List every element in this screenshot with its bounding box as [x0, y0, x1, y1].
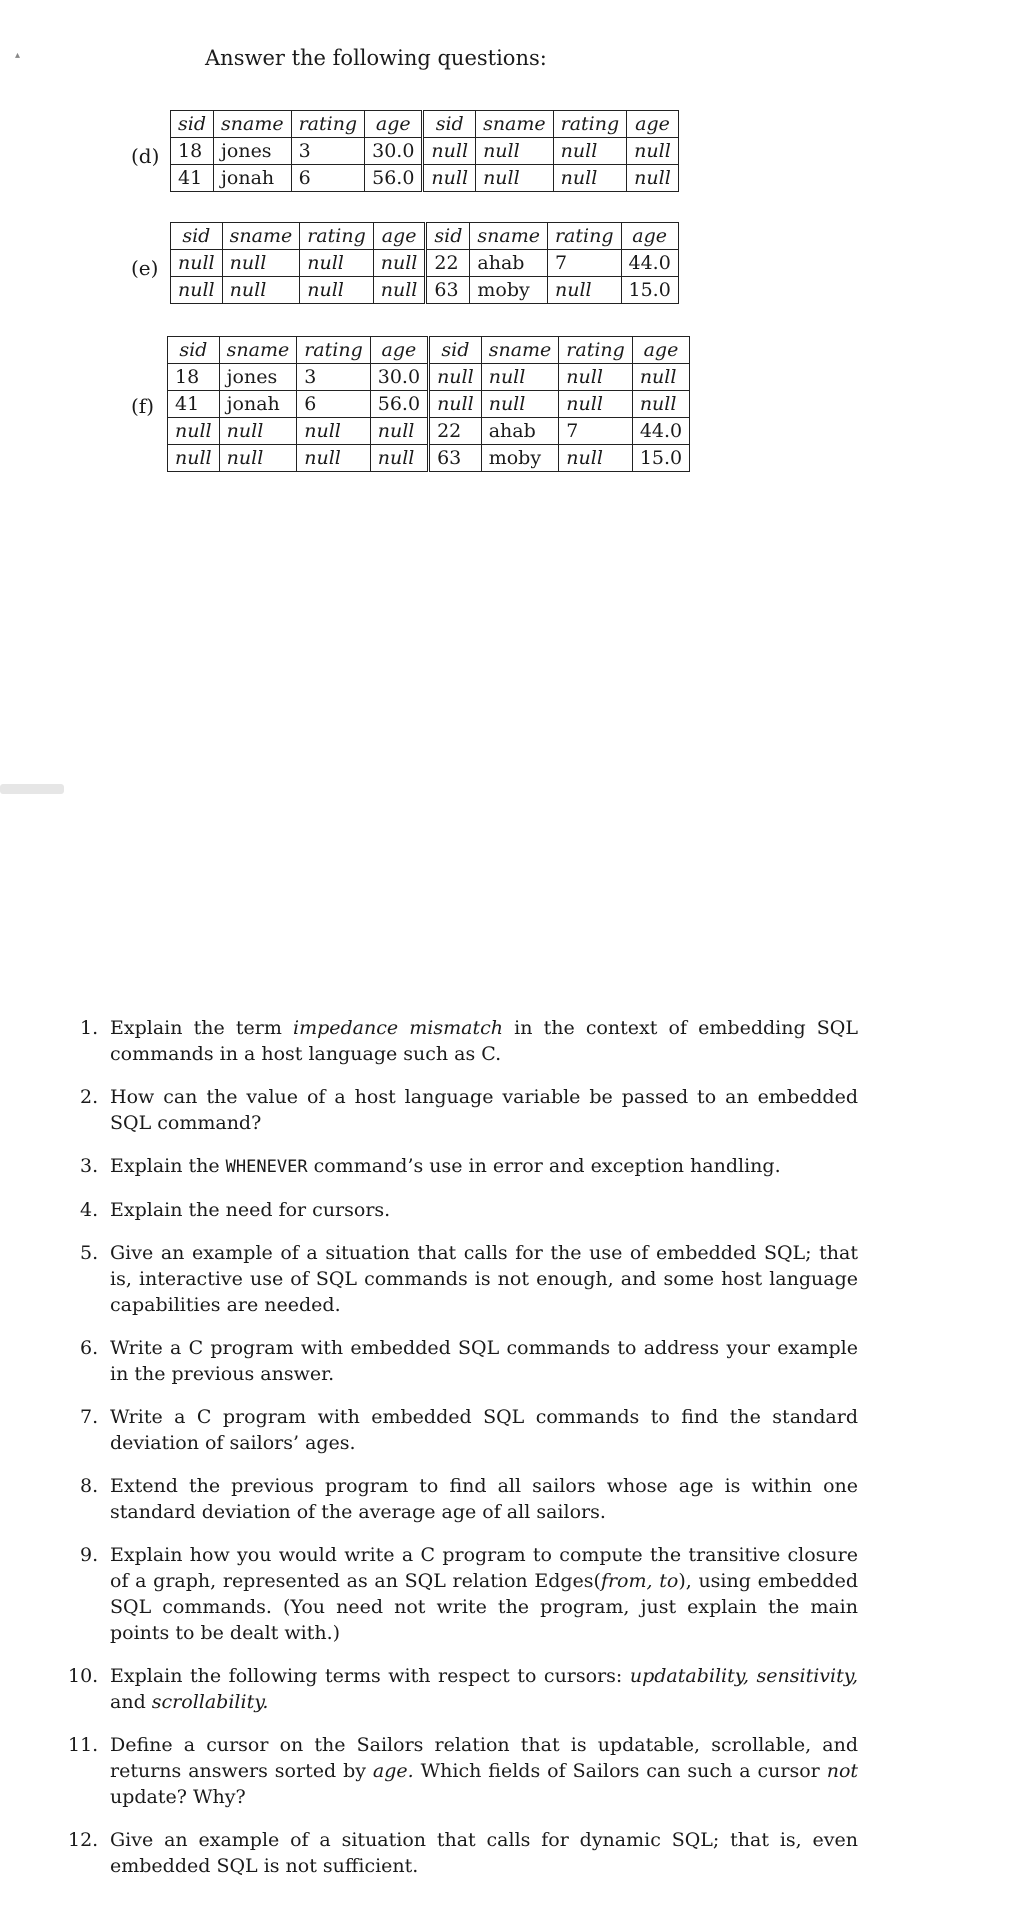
table-row [168, 391, 690, 418]
table-cell: null [168, 418, 220, 445]
question-item [80, 1240, 858, 1318]
table-cell: null [559, 445, 633, 472]
column-header: sname [481, 337, 559, 364]
table-cell: null [481, 364, 559, 391]
question-number: 2. [80, 1086, 99, 1108]
column-header: sid [423, 111, 476, 138]
table-cell: jones [214, 138, 292, 165]
corner-mark: ▴ [15, 50, 21, 61]
table-cell: null [300, 277, 374, 304]
question-item [68, 1732, 859, 1810]
column-header: sid [168, 337, 220, 364]
column-header: sname [219, 337, 297, 364]
column-header: rating [291, 111, 365, 138]
table-row [171, 138, 679, 165]
table-cell: 7 [559, 418, 633, 445]
question-text: command’s use in error and exception handling. [307, 1155, 781, 1177]
table-cell: jonah [219, 391, 297, 418]
question-number: 7. [80, 1406, 99, 1428]
table-cell: 6 [291, 165, 365, 192]
table-row [171, 277, 679, 304]
table-cell: null [429, 364, 482, 391]
question-item [80, 1153, 858, 1180]
column-header: age [621, 223, 678, 250]
table-cell: null [219, 418, 297, 445]
table-cell: null [627, 138, 679, 165]
table-cell: 18 [171, 138, 214, 165]
question-number: 3. [80, 1155, 99, 1177]
table-cell: 7 [547, 250, 621, 277]
table-cell: 30.0 [370, 364, 428, 391]
question-text: not [826, 1760, 859, 1782]
table-cell: null [168, 445, 220, 472]
table-cell: null [300, 250, 374, 277]
table-cell: 41 [171, 165, 214, 192]
table-cell: ahab [481, 418, 559, 445]
table-cell: 6 [297, 391, 371, 418]
table-cell: null [627, 165, 679, 192]
column-header: age [627, 111, 679, 138]
question-text: Explain how you would write a C program to compute the transitive closure of a graph, represented as an SQL relation Edges( [110, 1544, 858, 1592]
table-cell: 56.0 [370, 391, 428, 418]
question-item [80, 1197, 858, 1223]
table-cell: null [547, 277, 621, 304]
table-header-row [168, 337, 690, 364]
table-cell: 15.0 [621, 277, 678, 304]
question-item [80, 1473, 858, 1525]
question-text: Give an example of a situation that calls for the use of embedded SQL; that is, interactive use of SQL commands is not enough, and some host language capabilities are needed. [110, 1242, 858, 1316]
table-label: (e) [131, 256, 159, 280]
question-item [80, 1542, 858, 1646]
question-item [80, 1015, 858, 1067]
question-text: Explain the [110, 1155, 226, 1177]
table-cell: 18 [168, 364, 220, 391]
question-number: 6. [80, 1337, 99, 1359]
table-cell: null [429, 391, 482, 418]
table-cell: 30.0 [365, 138, 423, 165]
question-item [68, 1827, 858, 1879]
question-text: Explain the following terms with respect to cursors: [110, 1665, 630, 1687]
table-cell: 3 [291, 138, 365, 165]
table-cell: null [476, 138, 554, 165]
table-cell: null [423, 138, 476, 165]
question-text: in the context of embedding SQL commands in a host language such as C. [110, 1017, 858, 1065]
table-cell: null [632, 391, 689, 418]
table-cell: 22 [426, 250, 470, 277]
table-cell: null [423, 165, 476, 192]
table-cell: null [171, 250, 223, 277]
table-row [168, 418, 690, 445]
scrollbar[interactable] [0, 784, 64, 794]
question-text: Write a C program with embedded SQL commands to address your example in the previous answer. [110, 1337, 858, 1385]
column-header: sid [429, 337, 482, 364]
table-cell: 22 [429, 418, 482, 445]
table-cell: null [370, 445, 428, 472]
question-text: Which fields of Sailors can such a cursor [413, 1760, 827, 1782]
table-cell: 63 [429, 445, 482, 472]
table-cell: jonah [214, 165, 292, 192]
relation-table-d [170, 110, 679, 192]
question-text: ), using embedded SQL commands. (You need not write the program, just explain the main points to be dealt with.) [110, 1570, 858, 1644]
question-text: scrollability. [151, 1691, 269, 1713]
question-text: How can the value of a host language variable be passed to an embedded SQL command? [110, 1086, 858, 1134]
question-text: updatability, sensitivity, [629, 1665, 858, 1687]
question-number: 5. [80, 1242, 99, 1264]
question-text: update? Why? [110, 1786, 246, 1808]
column-header: sname [470, 223, 548, 250]
question-item [80, 1335, 858, 1387]
table-row [168, 445, 690, 472]
table-cell: null [171, 277, 223, 304]
question-text: Give an example of a situation that calls for dynamic SQL; that is, even embedded SQL is not sufficient. [110, 1829, 858, 1877]
question-text: Write a C program with embedded SQL commands to find the standard deviation of sailors’ ages. [110, 1406, 858, 1454]
table-cell: 44.0 [621, 250, 678, 277]
table-cell: null [297, 418, 371, 445]
question-text: Define a cursor on the Sailors relation that is updatable, scrollable, and returns answers sorted by [110, 1734, 858, 1782]
table-cell: null [222, 277, 300, 304]
table-cell: null [373, 250, 426, 277]
table-cell: null [297, 445, 371, 472]
question-number: 12. [68, 1829, 99, 1851]
column-header: sname [214, 111, 292, 138]
table-cell: jones [219, 364, 297, 391]
table-label: (d) [131, 144, 160, 168]
question-item [68, 1663, 858, 1715]
table-header-row [171, 111, 679, 138]
column-header: rating [297, 337, 371, 364]
table-cell: moby [470, 277, 548, 304]
table-cell: null [370, 418, 428, 445]
column-header: age [373, 223, 426, 250]
column-header: rating [547, 223, 621, 250]
table-cell: null [559, 364, 633, 391]
question-number: 10. [68, 1665, 99, 1687]
page-heading: Answer the following questions: [205, 46, 547, 70]
column-header: sname [222, 223, 300, 250]
column-header: sid [426, 223, 470, 250]
table-cell: 3 [297, 364, 371, 391]
table-cell: ahab [470, 250, 548, 277]
table-cell: 56.0 [365, 165, 423, 192]
column-header: rating [300, 223, 374, 250]
table-row [171, 250, 679, 277]
question-text: impedance mismatch [293, 1017, 503, 1039]
column-header: rating [553, 111, 627, 138]
relation-table-f [167, 336, 690, 472]
table-cell: null [553, 138, 627, 165]
table-cell: moby [481, 445, 559, 472]
table-cell: null [219, 445, 297, 472]
question-item [80, 1404, 858, 1456]
question-list [68, 1015, 859, 1896]
relation-table-e [170, 222, 679, 304]
question-text: Explain the term [110, 1017, 294, 1039]
table-cell: null [476, 165, 554, 192]
question-number: 9. [80, 1544, 99, 1566]
table-cell: null [222, 250, 300, 277]
column-header: sname [476, 111, 554, 138]
question-text: and [110, 1691, 152, 1713]
column-header: age [370, 337, 428, 364]
table-row [171, 165, 679, 192]
question-text: from, to [600, 1570, 679, 1592]
table-cell: null [559, 391, 633, 418]
table-cell: 63 [426, 277, 470, 304]
column-header: age [632, 337, 689, 364]
table-label: (f) [131, 394, 155, 418]
column-header: sid [171, 111, 214, 138]
column-header: rating [559, 337, 633, 364]
table-cell: null [373, 277, 426, 304]
question-number: 4. [80, 1199, 99, 1221]
question-text: WHENEVER [225, 1157, 308, 1177]
question-text: Explain the need for cursors. [110, 1199, 391, 1221]
column-header: sid [171, 223, 223, 250]
table-cell: 15.0 [632, 445, 689, 472]
table-cell: null [481, 391, 559, 418]
table-cell: null [553, 165, 627, 192]
question-number: 1. [80, 1017, 99, 1039]
table-header-row [171, 223, 679, 250]
table-cell: null [632, 364, 689, 391]
question-text: age. [372, 1760, 414, 1782]
question-number: 11. [68, 1734, 99, 1756]
question-text: Extend the previous program to find all sailors whose age is within one standard deviation of the average age of all sailors. [110, 1475, 858, 1523]
table-cell: 41 [168, 391, 220, 418]
question-item [80, 1084, 858, 1136]
table-cell: 44.0 [632, 418, 689, 445]
column-header: age [365, 111, 423, 138]
question-number: 8. [80, 1475, 99, 1497]
table-row [168, 364, 690, 391]
